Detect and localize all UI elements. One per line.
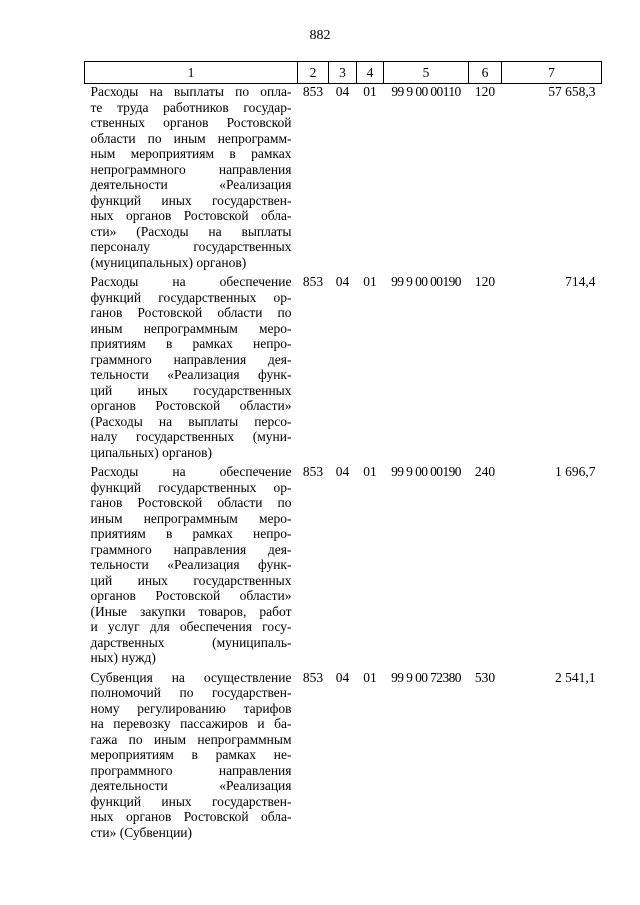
description-line: ному регулированию тарифов	[90, 700, 292, 716]
column-header: 1	[85, 62, 298, 84]
subsection-code: 01	[363, 274, 377, 289]
description-line: ственных органов Ростовской	[90, 115, 292, 130]
amount: 714,4	[565, 274, 596, 289]
description-line: иным непрограммным меро-	[90, 320, 292, 336]
description-line: ных органов Ростовской обла-	[90, 809, 292, 824]
column-header: 3	[329, 62, 357, 84]
subsection-code: 01	[363, 669, 377, 685]
column-header: 5	[384, 62, 469, 84]
description-line: тельности «Реализация функ-	[90, 367, 292, 382]
description-line: функций государственных ор-	[90, 289, 292, 305]
description-line: полномочий по государствен-	[90, 685, 292, 700]
description-line: Расходы на обеспечение	[90, 464, 292, 479]
target-article-code: 99 9 00 00190	[391, 274, 461, 289]
section-code: 04	[335, 464, 350, 479]
ministry-code: 853	[302, 669, 324, 685]
description-line: сти» (Субвенции)	[90, 824, 193, 840]
expense-type-code: 120	[474, 84, 496, 99]
ministry-code: 853	[302, 84, 324, 99]
description-line: ций иных государственных	[90, 572, 292, 588]
row-description	[85, 670, 298, 845]
description-line: непрограммного направления	[90, 161, 292, 177]
description-line: ципальных) органов)	[90, 444, 212, 460]
description-line: деятельности «Реализация	[90, 778, 292, 793]
expense-type-code: 120	[474, 274, 496, 289]
budget-table	[84, 61, 602, 844]
target-article-code: 99 9 00 72380	[391, 669, 461, 685]
column-header: 4	[357, 62, 384, 84]
section-code: 04	[335, 669, 350, 685]
description-line: функций иных государствен-	[90, 192, 292, 208]
column-header: 6	[469, 62, 502, 84]
description-line: граммного направления дея-	[90, 541, 292, 557]
section-code: 04	[335, 274, 350, 289]
description-line: (Иные закупки товаров, работ	[90, 603, 292, 619]
table-row	[85, 274, 602, 464]
column-header: 7	[502, 62, 602, 84]
description-line: и услуг для обеспечения госу-	[90, 619, 292, 634]
table-row	[85, 670, 602, 845]
target-article-code: 99 9 00 00190	[391, 464, 461, 479]
expense-type-code: 530	[474, 669, 496, 685]
description-line: функций иных государствен-	[90, 793, 292, 809]
description-line: области по иным непрограмм-	[90, 130, 292, 146]
description-line: приятиям в рамках непро-	[90, 336, 292, 351]
description-line: Расходы на выплаты по опла-	[90, 84, 292, 99]
amount: 1 696,7	[555, 464, 596, 479]
ministry-code: 853	[302, 464, 324, 479]
page-number: 882	[309, 28, 331, 43]
row-description	[85, 464, 298, 670]
description-line: тельности «Реализация функ-	[90, 557, 292, 572]
table-row	[85, 464, 602, 670]
description-line: (муниципальных) органов)	[90, 254, 247, 270]
row-description	[85, 84, 298, 275]
description-line: ных) нужд)	[90, 650, 156, 665]
description-line: органов Ростовской области»	[90, 588, 292, 603]
description-line: Расходы на обеспечение	[90, 274, 292, 289]
description-line: Субвенция на осуществление	[90, 669, 292, 685]
section-code: 04	[335, 84, 350, 99]
description-line: персоналу государственных	[90, 239, 292, 254]
row-description	[85, 274, 298, 464]
description-line: ганов Ростовской области по	[90, 305, 292, 320]
table-header-row	[85, 62, 602, 84]
description-line: программного направления	[90, 762, 292, 778]
column-header: 2	[298, 62, 329, 84]
subsection-code: 01	[363, 464, 377, 479]
description-line: ций иных государственных	[90, 382, 292, 398]
description-line: приятиям в рамках непро-	[90, 526, 292, 541]
table-row	[85, 84, 602, 275]
description-line: ганов Ростовской области по	[90, 495, 292, 510]
description-line: те труда работников государ-	[90, 99, 292, 115]
description-line: мероприятиям в рамках не-	[90, 747, 292, 762]
description-line: граммного направления дея-	[90, 351, 292, 367]
description-line: деятельности «Реализация	[90, 177, 292, 192]
description-line: функций государственных ор-	[90, 479, 292, 495]
description-line: на перевозку пассажиров и ба-	[90, 716, 292, 731]
description-line: ным мероприятиям в рамках	[90, 146, 292, 161]
amount: 2 541,1	[555, 669, 596, 685]
subsection-code: 01	[363, 84, 377, 99]
description-line: сти» (Расходы на выплаты	[90, 223, 292, 239]
description-line: дарственных (муниципаль-	[90, 634, 292, 650]
description-line: органов Ростовской области»	[90, 398, 292, 413]
ministry-code: 853	[302, 274, 324, 289]
amount: 57 658,3	[548, 84, 596, 99]
description-line: (Расходы на выплаты персо-	[90, 413, 292, 429]
description-line: гажа по иным непрограммным	[90, 731, 292, 747]
description-line: налу государственных (муни-	[90, 429, 292, 444]
target-article-code: 99 9 00 00110	[391, 84, 461, 99]
expense-type-code: 240	[474, 464, 496, 479]
description-line: иным непрограммным меро-	[90, 510, 292, 526]
description-line: ных органов Ростовской обла-	[90, 208, 292, 223]
